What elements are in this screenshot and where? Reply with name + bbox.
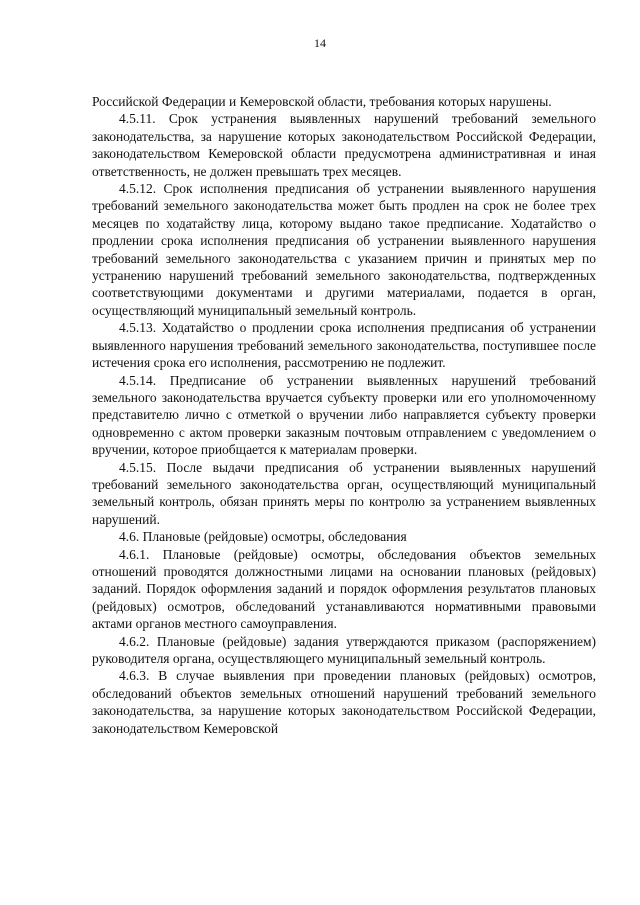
section-heading-4-6: 4.6. Плановые (рейдовые) осмотры, обследования [119,529,407,545]
paragraph-4-6-3: 4.6.3. В случае выявления при проведении плановых (рейдовых) осмотров, обследований объектов земельных отношений нарушений требований земельного законодательства, за нарушение которых законодательством Российской Федерации, законодательством Кемеровской [92,668,596,736]
document-body [92,93,596,737]
paragraph-4-5-14: 4.5.14. Предписание об устранении выявленных нарушений требований земельного законодательства вручается субъекту проверки или его уполномоченному представителю лично с отметкой о вручении либо направляется субъекту проверки одновременно с актом проверки заказным почтовым отправлением с уведомлением о вручении, которое приобщается к материалам проверки. [92,372,596,458]
paragraph: Российской Федерации и Кемеровской области, требования которых нарушены. [92,94,552,109]
paragraph-4-5-13: 4.5.13. Ходатайство о продлении срока исполнения предписания об устранении выявленного нарушения требований земельного законодательства, поступившее после истечения срока его исполнения, рассмотрению не подлежит. [92,320,596,371]
paragraph-4-5-12: 4.5.12. Срок исполнения предписания об устранении выявленного нарушения требований земельного законодательства может быть продлен на срок не более трех месяцев по ходатайству лица, которому выдано такое предписание. Ходатайство о продлении срока исполнения предписания об устранении выявленного нарушения требований земельного законодательства с указанием причин и принятых мер по устранению нарушений требований земельного законодательства, подтвержденных соответствующими документами и другими материалами, подается в орган, осуществляющий муниципальный земельный контроль. [92,181,596,318]
paragraph-4-6-1: 4.6.1. Плановые (рейдовые) осмотры, обследования объектов земельных отношений проводятся должностными лицами на основании плановых (рейдовых) заданий. Порядок оформления заданий и порядок оформления результатов плановых (рейдовых) осмотров, обследований устанавливаются нормативными правовыми актами органов местного самоуправления. [92,546,596,632]
paragraph-4-5-15: 4.5.15. После выдачи предписания об устранении выявленных нарушений требований земельного законодательства орган, осуществляющий муниципальный земельный контроль, обязан принять меры по контролю за устранением выявленных нарушений. [92,459,596,527]
paragraph-4-6-2: 4.6.2. Плановые (рейдовые) задания утверждаются приказом (распоряжением) руководителя органа, осуществляющего муниципальный земельный контроль. [92,633,596,666]
page-number: 14 [314,36,326,50]
paragraph-4-5-11: 4.5.11. Срок устранения выявленных нарушений требований земельного законодательства, за нарушение которых законодательством Российской Федерации, законодательством Кемеровской области предусмотрена административная и иная ответственность, не должен превышать трех месяцев. [92,111,596,179]
